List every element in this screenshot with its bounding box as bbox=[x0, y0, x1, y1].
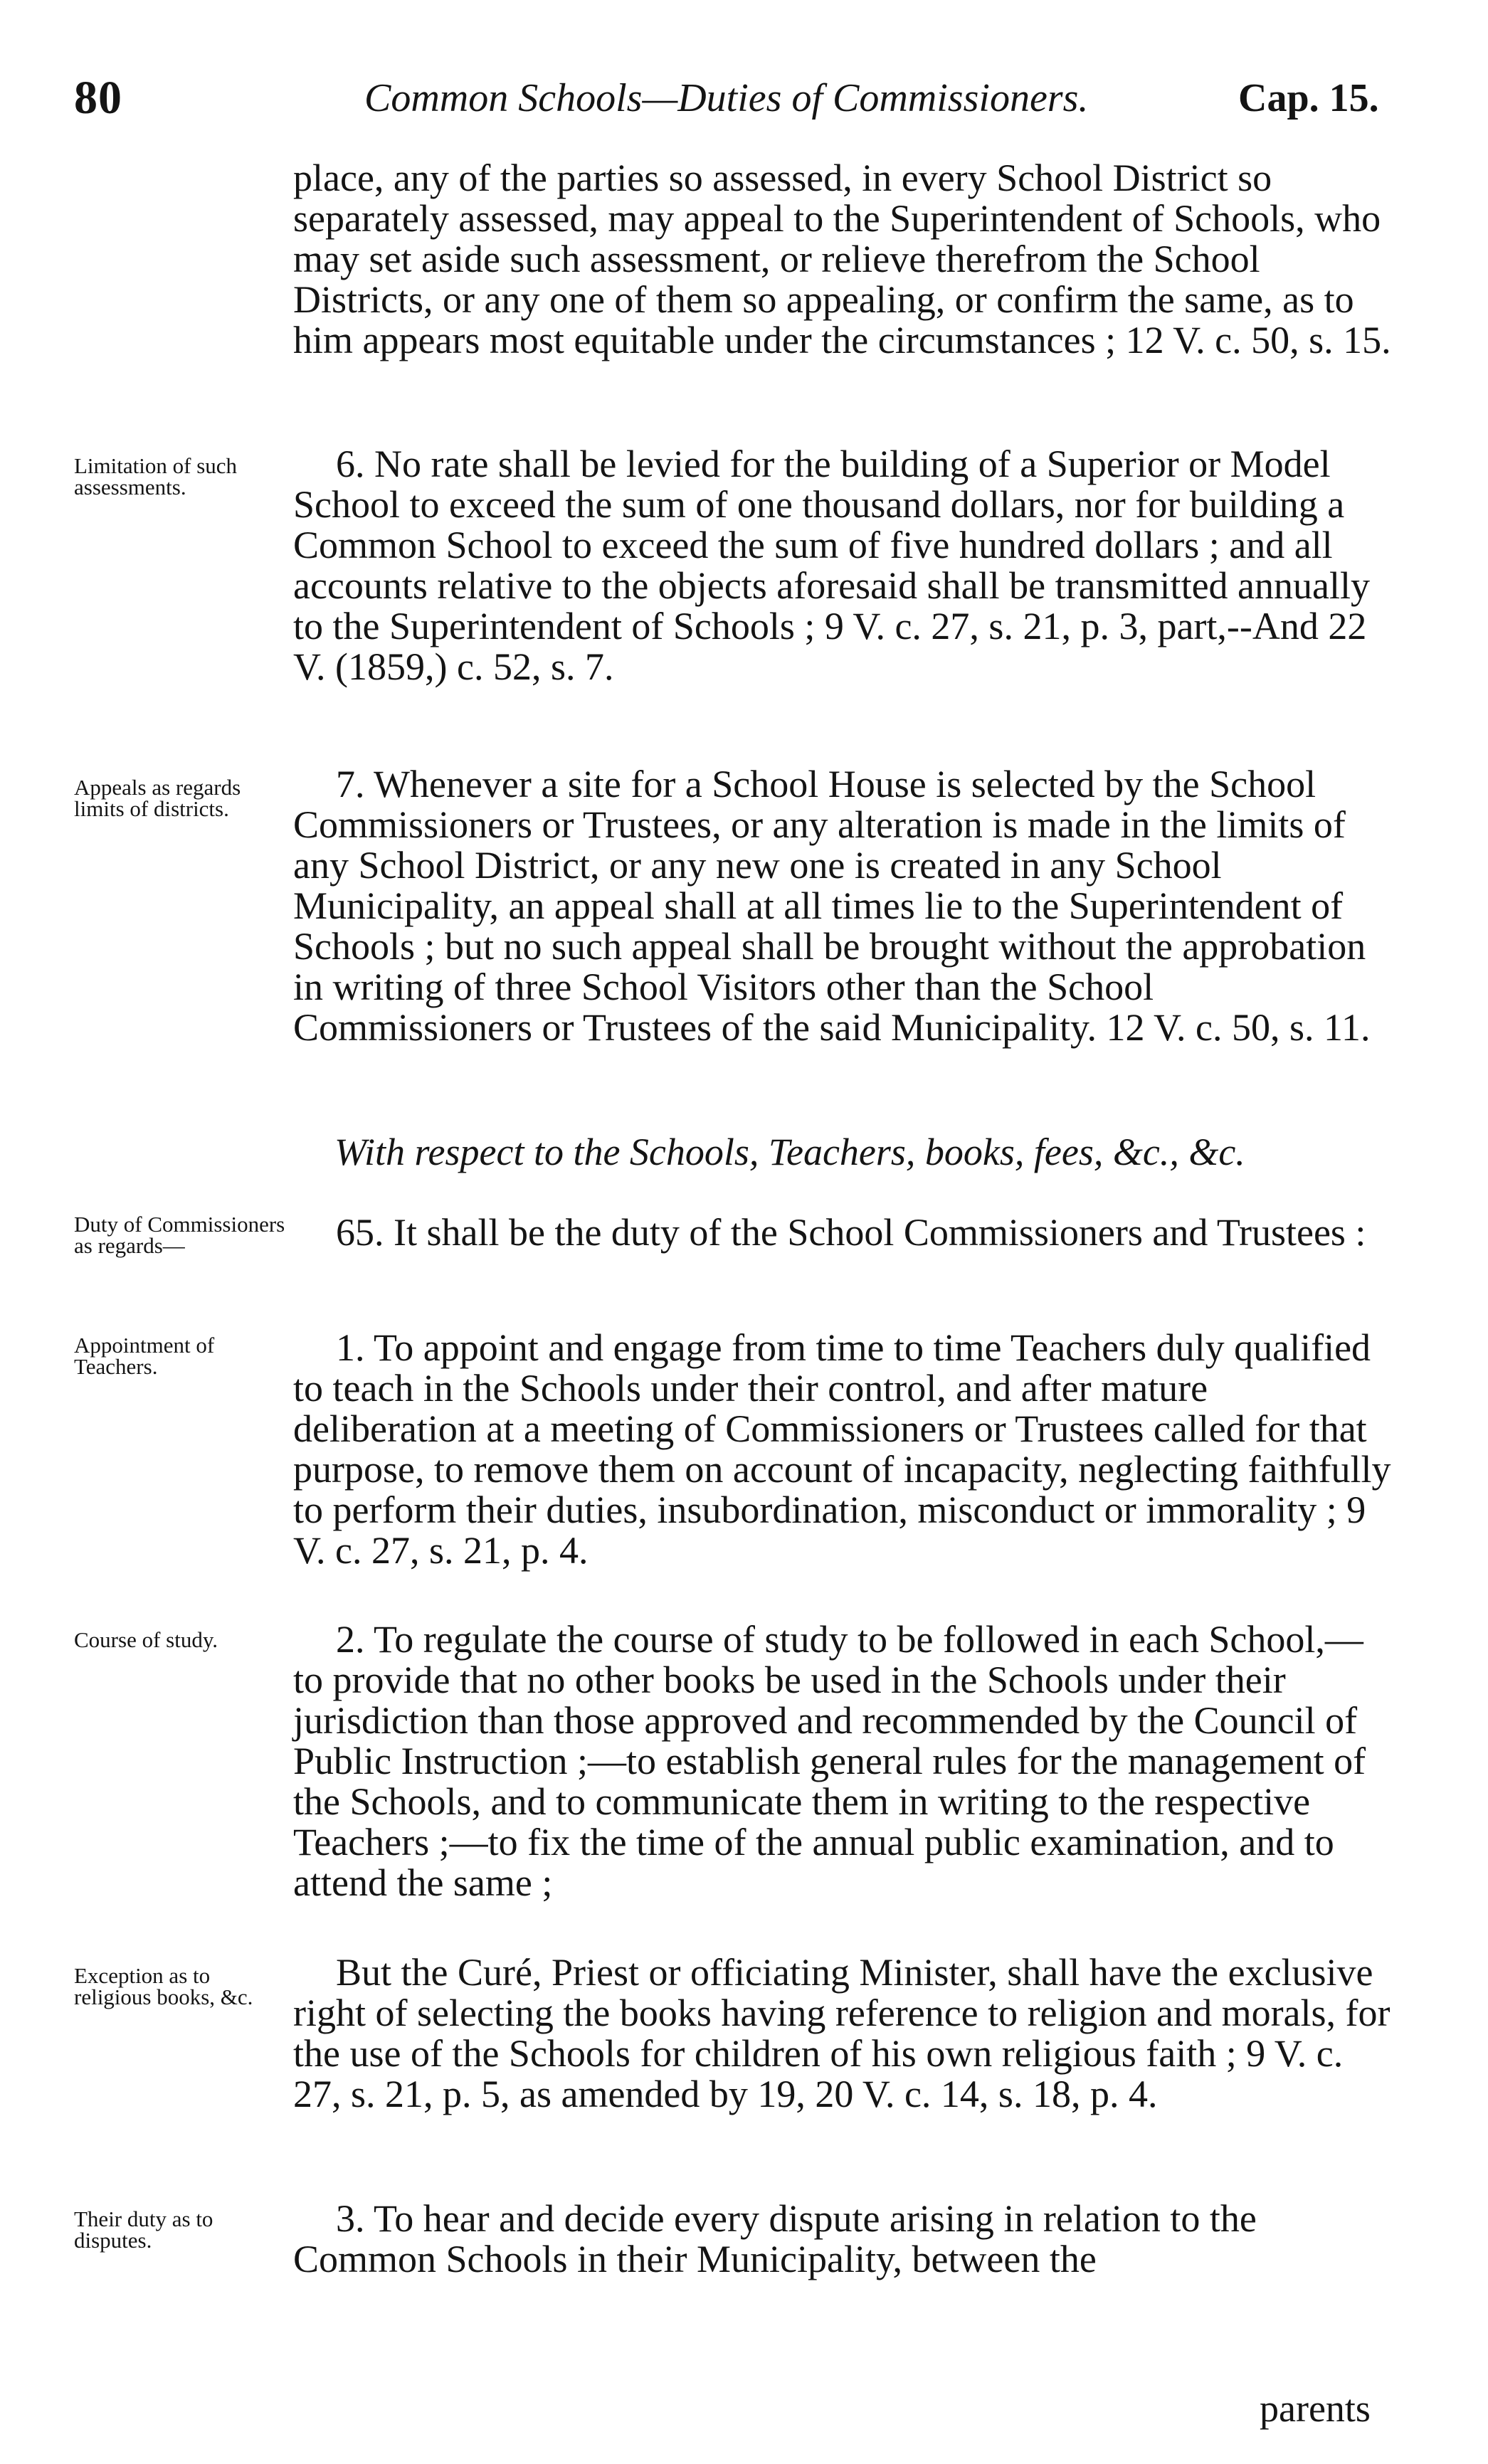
paragraph-section-7: 7. Whenever a site for a School House is selected by the School Commissioners or Trustees, or any alteration is made in the limits of any School District, or any new one is created in any School Municipality, an appeal shall at all times lie to the Superintendent of Schools ; but no such appeal shall be brought without the approbation in writing of three School Visitors other than the School Commissioners or Trustees of the said Municipality. 12 V. c. 50, s. 11. bbox=[293, 763, 1371, 1049]
page-number: 80 bbox=[74, 72, 122, 124]
margin-note-exception: Exception as to religious books, &c. bbox=[74, 1963, 253, 2009]
margin-note-appointment: Appointment of Teachers. bbox=[74, 1333, 215, 1379]
margin-note-limitation: Limitation of such assessments. bbox=[74, 453, 238, 499]
catchword: parents bbox=[1260, 2387, 1371, 2430]
margin-note-course: Course of study. bbox=[74, 1627, 218, 1652]
paragraph-item-2: 2. To regulate the course of study to be followed in each School,—to provide that no other books be used in the Schools under their jurisdiction than those approved and recommended by the Council of Public Instruction ;—to establish general rules for the management of the Schools, and to communicate them in writing to the respective Teachers ;—to fix the time of the annual public examination, and to attend the same ; bbox=[293, 1618, 1366, 1904]
paragraph-item-1: 1. To appoint and engage from time to time Teachers duly qualified to teach in the Schools under their control, and after mature deliberation at a meeting of Commissioners or Trustees called for that purpose, to remove them on account of incapacity, neglecting faithfully to perform their duties, insubordination, misconduct or immorality ; 9 V. c. 27, s. 21, p. 4. bbox=[293, 1326, 1391, 1572]
margin-note-appeals: Appeals as regards limits of districts. bbox=[74, 775, 241, 821]
paragraph-continuation: place, any of the parties so assessed, in every School District so separately assessed, may appeal to the Superintendent of Schools, who may set aside such assessment, or relieve therefrom the School Districts, or any one of them so appealing, or confirm the same, as to him appears most equitable under the circumstances ; 12 V. c. 50, s. 15. bbox=[293, 157, 1391, 361]
margin-note-disputes: Their duty as to disputes. bbox=[74, 2206, 213, 2253]
running-title: Common Schools—Duties of Commissioners. bbox=[364, 76, 1089, 120]
paragraph-item-3: 3. To hear and decide every dispute arising in relation to the Common Schools in their Municipality, between the bbox=[293, 2197, 1257, 2280]
paragraph-section-6: 6. No rate shall be levied for the building of a Superior or Model School to exceed the sum of one thousand dollars, nor for building a Common School to exceed the sum of five hundred dollars ; and all accounts relative to the objects aforesaid shall be transmitted annually to the Superintendent of Schools ; 9 V. c. 27, s. 21, p. 3, part,--And 22 V. (1859,) c. 52, s. 7. bbox=[293, 443, 1370, 688]
paragraph-section-65: 65. It shall be the duty of the School Commissioners and Trustees : bbox=[336, 1211, 1366, 1254]
paragraph-exception: But the Curé, Priest or officiating Minister, shall have the exclusive right of selecting the books having reference to religion and morals, for the use of the Schools for children of his own religious faith ; 9 V. c. 27, s. 21, p. 5, as amended by 19, 20 V. c. 14, s. 18, p. 4. bbox=[293, 1951, 1391, 2115]
section-heading: With respect to the Schools, Teachers, books, fees, &c., &c. bbox=[334, 1131, 1245, 1173]
chapter-label: Cap. 15. bbox=[1238, 76, 1379, 120]
margin-note-duty: Duty of Commissioners as regards— bbox=[74, 1212, 285, 1258]
